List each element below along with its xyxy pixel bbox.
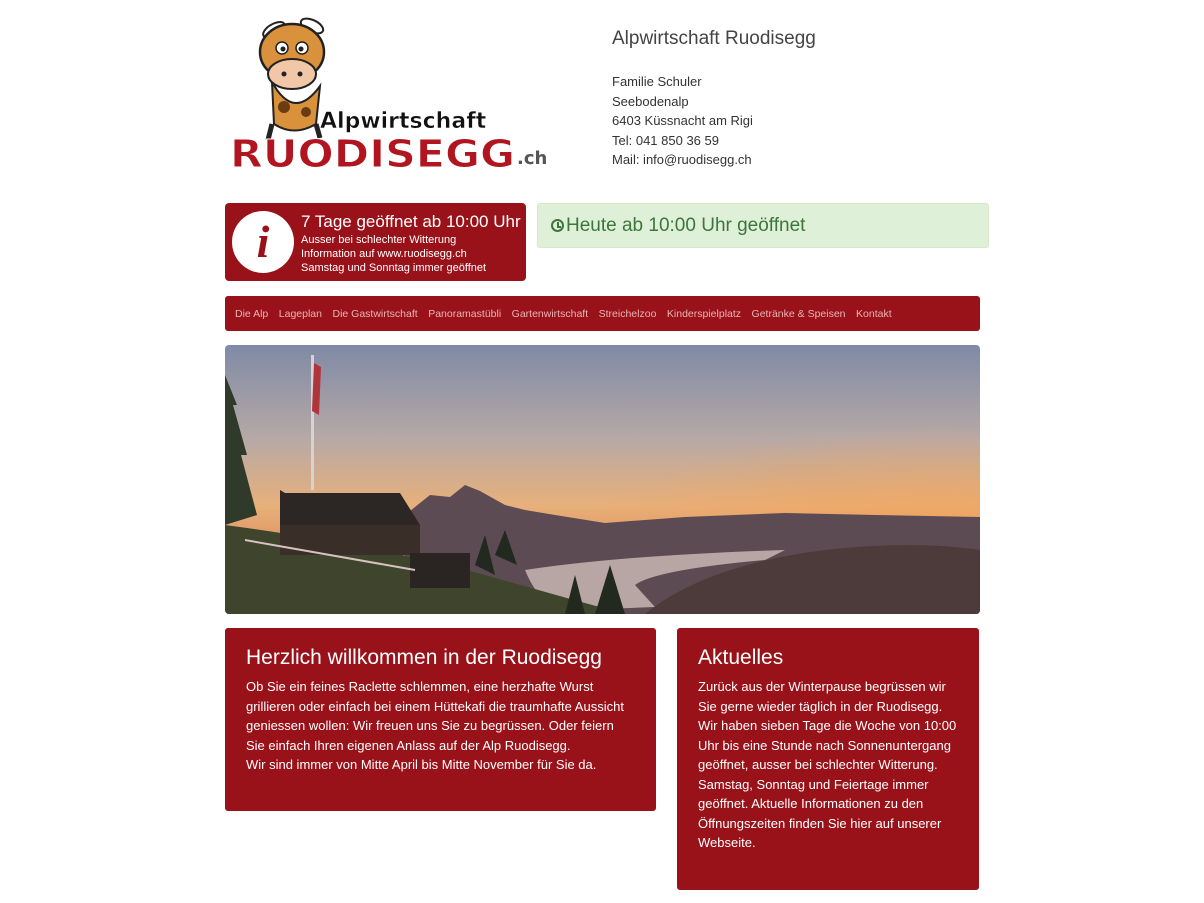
- cow-mascot-icon: [260, 15, 325, 140]
- nav-item-panoramastuebli[interactable]: Panoramastübli: [428, 307, 502, 320]
- info-line: Samstag und Sonntag immer geöffnet: [301, 262, 487, 274]
- nav-item-kontakt[interactable]: Kontakt: [856, 307, 892, 320]
- clock-icon: [551, 219, 564, 232]
- welcome-title: Herzlich willkommen in der Ruodisegg: [246, 646, 602, 669]
- open-status-alert: [537, 203, 989, 248]
- logo-wordmark-tld: .ch: [517, 148, 548, 169]
- welcome-season-text: Wir sind immer von Mitte April bis Mitte November für Sie da.: [246, 757, 597, 772]
- nav-item-streichelzoo[interactable]: Streichelzoo: [598, 307, 657, 320]
- welcome-panel: [225, 628, 656, 811]
- logo-wordmark-top: Alpwirtschaft: [320, 109, 487, 134]
- info-icon: i: [232, 211, 294, 273]
- logo-wordmark-main: RUODISEGG: [230, 132, 515, 176]
- address-line: Familie Schuler: [612, 74, 702, 89]
- info-headline: 7 Tage geöffnet ab 10:00 Uhr: [301, 212, 521, 231]
- main-navigation: [225, 296, 980, 331]
- address-line: 6403 Küssnacht am Rigi: [612, 113, 753, 129]
- contact-address: [612, 28, 972, 170]
- info-line: Information auf www.ruodisegg.ch: [301, 248, 467, 260]
- nav-item-getraenke-speisen[interactable]: Getränke & Speisen: [751, 307, 846, 320]
- nav-item-kinderspielplatz[interactable]: Kinderspielplatz: [666, 307, 742, 320]
- nav-item-lageplan[interactable]: Lageplan: [278, 307, 322, 320]
- business-name: Alpwirtschaft Ruodisegg: [612, 28, 816, 49]
- email-line[interactable]: Mail: info@ruodisegg.ch: [612, 152, 752, 168]
- site-logo[interactable]: [224, 12, 574, 177]
- welcome-text: Ob Sie ein feines Raclette schlemmen, eine herzhafte Wurst grillieren oder einfach bei einem Hüttekafi die traumhafte Aussicht geniessen wollen: Wir freuen uns Sie zu begrüssen. Oder feiern Sie einfach Ihren eigenen Anlass auf der Alp Ruodisegg.: [246, 679, 624, 753]
- nav-item-gastwirtschaft[interactable]: Die Gastwirtschaft: [332, 307, 418, 320]
- news-panel: [677, 628, 979, 890]
- nav-item-die-alp[interactable]: Die Alp: [235, 307, 269, 320]
- phone-line: Tel: 041 850 36 59: [612, 132, 719, 148]
- hero-panorama-image: [225, 345, 980, 614]
- nav-item-gartenwirtschaft[interactable]: Gartenwirtschaft: [511, 307, 589, 320]
- info-line: Ausser bei schlechter Witterung: [301, 234, 457, 246]
- news-text: Zurück aus der Winterpause begrüssen wir Sie gerne wieder täglich in der Ruodisegg. Wir haben sieben Tage die Woche von 10:00 Uhr bis eine Stunde nach Sonnenuntergang geöffnet, ausser bei schlechter Witterung. Samstag, Sonntag und Feiertage immer geöffnet. Aktuelle Informationen zu den Öffnungszeiten finden Sie hier auf unserer Webseite.: [698, 679, 957, 850]
- open-status-text: Heute ab 10:00 Uhr geöffnet: [566, 215, 806, 236]
- opening-info-box: [225, 203, 526, 281]
- news-title: Aktuelles: [698, 646, 784, 669]
- address-line: Seebodenalp: [612, 93, 689, 109]
